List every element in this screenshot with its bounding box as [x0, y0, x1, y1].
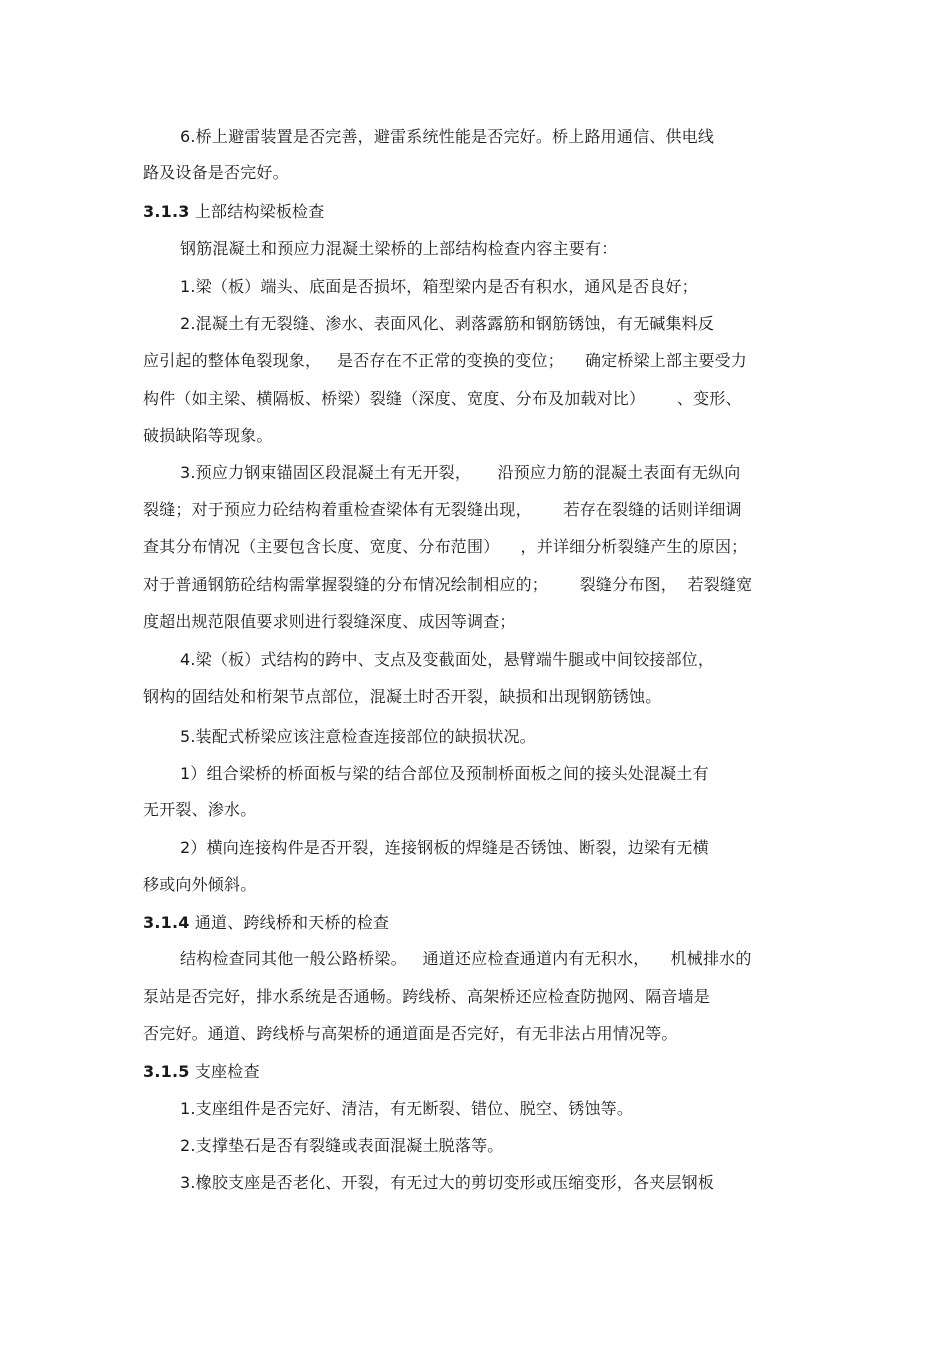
text-line: 移或向外倾斜。 — [143, 875, 257, 894]
text-line: 4.梁（板）式结构的跨中、支点及变截面处，悬臂端牛腿或中间铰接部位， — [180, 650, 715, 669]
text-line: 2.混凝土有无裂缝、渗水、表面风化、剥落露筋和钢筋锈蚀，有无碱集料反 — [180, 314, 715, 333]
section-title: 支座检查 — [189, 1062, 260, 1081]
section-heading — [143, 1062, 260, 1082]
section-number: 3.1.3 — [143, 202, 190, 221]
section-title: 通道、跨线桥和天桥的检查 — [189, 913, 390, 932]
text-line: 钢筋混凝土和预应力混凝土梁桥的上部结构检查内容主要有： — [180, 239, 618, 258]
text-line: 5.装配式桥梁应该注意检查连接部位的缺损状况。 — [180, 727, 536, 746]
text-line: 1.支座组件是否完好、清洁，有无断裂、错位、脱空、锈蚀等。 — [180, 1099, 634, 1118]
text-line: 1）组合梁桥的桥面板与梁的结合部位及预制桥面板之间的接头处混凝土有 — [180, 764, 709, 783]
text-line: 泵站是否完好，排水系统是否通畅。跨线桥、高架桥还应检查防抛网、隔音墙是 — [143, 987, 711, 1006]
text-line: 否完好。通道、跨线桥与高架桥的通道面是否完好，有无非法占用情况等。 — [143, 1024, 678, 1043]
text-line: 3.橡胶支座是否老化、开裂，有无过大的剪切变形或压缩变形，各夹层钢板 — [180, 1173, 715, 1192]
text-line: 1.梁（板）端头、底面是否损坏，箱型梁内是否有积水，通风是否良好； — [180, 277, 698, 296]
text-line: 查其分布情况（主要包含长度、宽度、分布范围） ，并详细分析裂缝产生的原因； — [143, 537, 748, 556]
text-line: 路及设备是否完好。 — [143, 163, 289, 182]
section-heading — [143, 202, 324, 222]
text-line: 6.桥上避雷装置是否完善，避雷系统性能是否完好。桥上路用通信、供电线 — [180, 127, 715, 146]
section-number: 3.1.4 — [143, 913, 190, 932]
section-number: 3.1.5 — [143, 1062, 190, 1081]
text-line: 对于普通钢筋砼结构需掌握裂缝的分布情况绘制相应的； 裂缝分布图， 若裂缝宽 — [143, 575, 753, 594]
text-line: 3.预应力钢束锚固区段混凝土有无开裂， 沿预应力筋的混凝土表面有无纵向 — [180, 463, 741, 482]
section-heading — [143, 913, 389, 933]
text-line: 裂缝；对于预应力砼结构着重检查梁体有无裂缝出现， 若存在裂缝的话则详细调 — [143, 500, 742, 519]
text-line: 无开裂、渗水。 — [143, 800, 257, 819]
text-line: 度超出规范限值要求则进行裂缝深度、成因等调查； — [143, 612, 516, 631]
text-line: 钢构的固结处和桁架节点部位，混凝土时否开裂，缺损和出现钢筋锈蚀。 — [143, 687, 662, 706]
text-line: 构件（如主梁、横隔板、桥梁）裂缝（深度、宽度、分布及加载对比） 、变形、 — [143, 389, 742, 408]
text-line: 结构检查同其他一般公路桥梁。 通道还应检查通道内有无积水， 机械排水的 — [180, 949, 752, 968]
text-line: 2）横向连接构件是否开裂，连接钢板的焊缝是否锈蚀、断裂，边梁有无横 — [180, 838, 709, 857]
section-title: 上部结构梁板检查 — [189, 202, 325, 221]
text-line: 破损缺陷等现象。 — [143, 426, 273, 445]
text-line: 2.支撑垫石是否有裂缝或表面混凝土脱落等。 — [180, 1136, 504, 1155]
text-line: 应引起的整体龟裂现象， 是否存在不正常的变换的变位； 确定桥梁上部主要受力 — [143, 351, 748, 370]
